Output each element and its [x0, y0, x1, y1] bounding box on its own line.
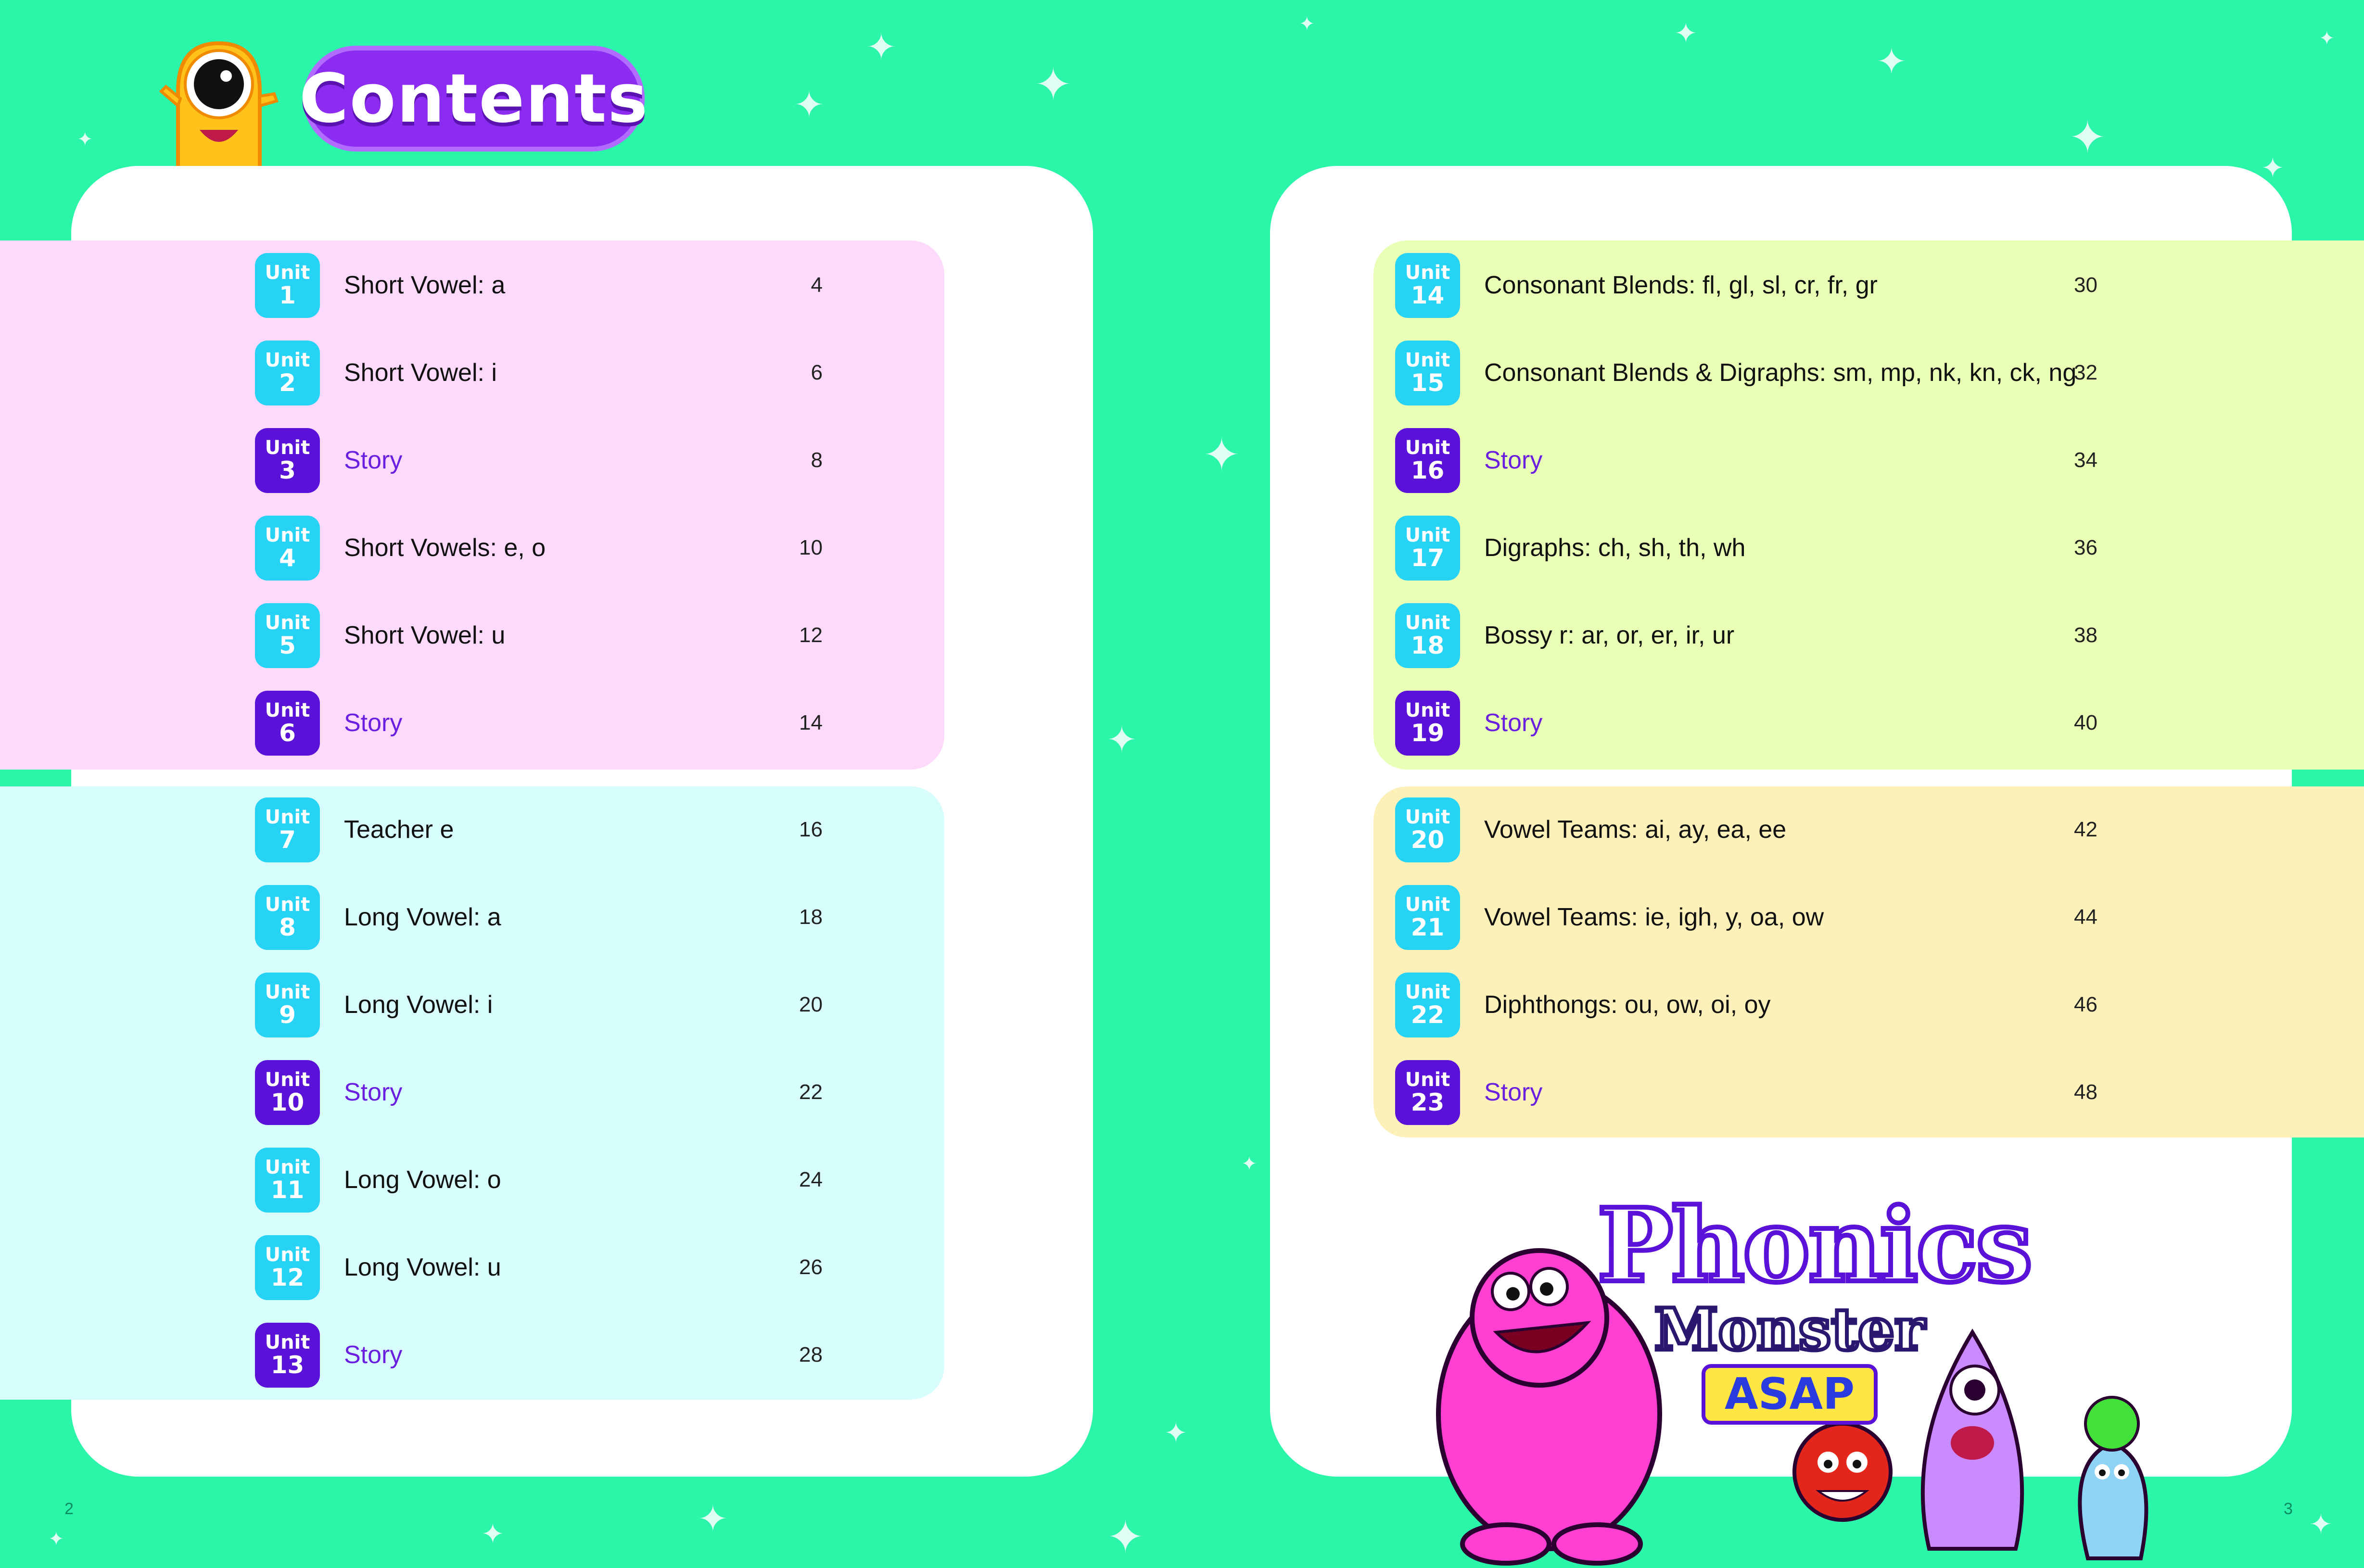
- unit-badge: [1395, 885, 1460, 950]
- sparkle-icon: ✦: [1241, 1153, 1258, 1175]
- toc-row-unit-19: [1395, 689, 1542, 757]
- toc-row-unit-22: [1395, 971, 1771, 1038]
- unit-badge: [255, 1323, 320, 1388]
- unit-title: Long Vowel: u: [344, 1253, 501, 1281]
- unit-badge: [1395, 797, 1460, 862]
- unit-page-number: 14: [799, 711, 823, 734]
- unit-badge-label: Unit: [1405, 262, 1450, 284]
- unit-badge-number: 14: [1411, 281, 1445, 309]
- unit-title: Story: [344, 446, 403, 474]
- unit-badge-label: Unit: [1405, 1069, 1450, 1091]
- unit-page-number: 8: [811, 448, 823, 472]
- unit-badge: [255, 253, 320, 318]
- unit-page-number: 40: [2074, 711, 2097, 734]
- toc-row-unit-4: [255, 514, 546, 582]
- unit-badge-number: 2: [279, 369, 296, 397]
- unit-page-number: 12: [799, 623, 823, 647]
- unit-badge-number: 23: [1411, 1088, 1445, 1116]
- unit-badge: [1395, 603, 1460, 668]
- unit-title: Diphthongs: ou, ow, oi, oy: [1484, 991, 1771, 1019]
- unit-badge-label: Unit: [265, 1069, 310, 1091]
- logo-line-1: Phonics: [1597, 1186, 2031, 1305]
- unit-badge-number: 10: [270, 1088, 305, 1116]
- unit-page-number: 4: [811, 273, 823, 297]
- toc-row-unit-12: [255, 1234, 501, 1301]
- unit-page-number: 46: [2074, 993, 2097, 1016]
- red-monster-icon: [1794, 1424, 1891, 1520]
- unit-badge: [255, 1060, 320, 1125]
- unit-badge-number: 15: [1411, 369, 1445, 397]
- page-title: Contents: [299, 59, 649, 138]
- unit-badge: [255, 691, 320, 756]
- unit-badge-number: 6: [279, 719, 296, 747]
- unit-badge: [255, 516, 320, 581]
- unit-badge-number: 1: [279, 281, 296, 309]
- unit-badge: [255, 603, 320, 668]
- unit-page-number: 28: [799, 1343, 823, 1366]
- unit-title: Story: [1484, 709, 1543, 737]
- unit-page-number: 26: [799, 1255, 823, 1279]
- unit-badge: [1395, 1060, 1460, 1125]
- unit-page-number: 36: [2074, 536, 2097, 559]
- toc-row-unit-9: [255, 971, 493, 1038]
- unit-badge-label: Unit: [265, 981, 310, 1003]
- sparkle-icon: ✦: [2309, 1508, 2333, 1541]
- sparkle-icon: ✦: [481, 1517, 505, 1550]
- toc-row-unit-7: [255, 796, 454, 863]
- unit-badge-label: Unit: [1405, 806, 1450, 828]
- toc-row-unit-11: [255, 1146, 501, 1214]
- unit-badge-label: Unit: [265, 699, 310, 721]
- unit-badge: [255, 885, 320, 950]
- sparkle-icon: ✦: [2319, 27, 2335, 50]
- monster-mascot-icon: [159, 34, 279, 168]
- unit-badge: [1395, 691, 1460, 756]
- unit-badge: [1395, 341, 1460, 405]
- unit-page-number: 6: [811, 361, 823, 384]
- unit-page-number: 44: [2074, 905, 2097, 929]
- toc-row-unit-15: [1395, 339, 2076, 406]
- sparkle-icon: ✦: [1034, 59, 1072, 111]
- unit-badge-label: Unit: [1405, 349, 1450, 371]
- unit-badge-label: Unit: [265, 262, 310, 284]
- unit-badge-number: 8: [279, 913, 296, 941]
- unit-page-number: 10: [799, 536, 823, 559]
- page-number-right: 3: [2284, 1500, 2293, 1518]
- sparkle-icon: ✦: [1674, 17, 1698, 50]
- unit-title: Story: [344, 1341, 403, 1369]
- unit-badge-number: 18: [1411, 632, 1445, 659]
- unit-page-number: 22: [799, 1080, 823, 1104]
- unit-title: Vowel Teams: ie, igh, y, oa, ow: [1484, 903, 1824, 931]
- unit-title: Digraphs: ch, sh, th, wh: [1484, 534, 1746, 562]
- toc-row-unit-21: [1395, 884, 1824, 951]
- unit-badge-label: Unit: [265, 524, 310, 546]
- unit-page-number: 32: [2074, 361, 2097, 384]
- sparkle-icon: ✦: [2069, 112, 2107, 164]
- unit-badge-label: Unit: [265, 612, 310, 634]
- unit-badge-label: Unit: [265, 437, 310, 459]
- unit-badge-number: 13: [270, 1351, 305, 1379]
- toc-row-unit-23: [1395, 1059, 1542, 1126]
- unit-badge-number: 3: [279, 456, 296, 484]
- logo-line-2: Monster: [1654, 1296, 1925, 1364]
- unit-badge-label: Unit: [265, 806, 310, 828]
- unit-badge-number: 19: [1411, 719, 1445, 747]
- unit-page-number: 38: [2074, 623, 2097, 647]
- unit-title: Short Vowel: i: [344, 359, 497, 387]
- unit-badge-number: 16: [1411, 456, 1445, 484]
- toc-section-1: [71, 240, 944, 770]
- sparkle-icon: ✦: [1299, 13, 1315, 35]
- sparkle-icon: ✦: [1106, 1511, 1144, 1564]
- unit-page-number: 18: [799, 905, 823, 929]
- unit-title: Teacher e: [344, 816, 454, 844]
- unit-badge-label: Unit: [265, 894, 310, 916]
- unit-title: Short Vowels: e, o: [344, 534, 546, 562]
- unit-title: Story: [1484, 446, 1543, 474]
- unit-badge: [255, 341, 320, 405]
- unit-title: Long Vowel: a: [344, 903, 501, 931]
- sparkle-icon: ✦: [1106, 718, 1137, 761]
- sparkle-icon: ✦: [698, 1497, 728, 1540]
- unit-page-number: 24: [799, 1168, 823, 1191]
- unit-badge-number: 20: [1411, 826, 1445, 854]
- unit-badge-label: Unit: [1405, 524, 1450, 546]
- phonics-monster-logo: [1597, 1186, 2031, 1424]
- unit-title: Consonant Blends: fl, gl, sl, cr, fr, gr: [1484, 271, 1878, 299]
- unit-page-number: 42: [2074, 818, 2097, 841]
- unit-badge-label: Unit: [265, 1244, 310, 1266]
- unit-page-number: 34: [2074, 448, 2097, 472]
- toc-row-unit-10: [255, 1059, 402, 1126]
- blue-monster-icon: [2080, 1397, 2146, 1558]
- unit-badge-number: 5: [279, 632, 296, 659]
- unit-badge-label: Unit: [1405, 981, 1450, 1003]
- unit-title: Story: [344, 1078, 403, 1106]
- unit-badge-label: Unit: [1405, 699, 1450, 721]
- unit-badge-number: 21: [1411, 913, 1445, 941]
- toc-row-unit-20: [1395, 796, 1786, 863]
- unit-title: Long Vowel: o: [344, 1166, 501, 1194]
- page-number-left: 2: [64, 1500, 74, 1518]
- unit-badge: [255, 1148, 320, 1213]
- logo-line-3: ASAP: [1702, 1364, 1878, 1425]
- unit-title: Story: [344, 709, 403, 737]
- sparkle-icon: ✦: [1876, 40, 1907, 83]
- unit-badge-label: Unit: [1405, 612, 1450, 634]
- toc-row-unit-6: [255, 689, 402, 757]
- unit-title: Bossy r: ar, or, er, ir, ur: [1484, 621, 1735, 649]
- sparkle-icon: ✦: [2261, 152, 2285, 184]
- unit-badge-label: Unit: [265, 1331, 310, 1353]
- unit-title: Vowel Teams: ai, ay, ea, ee: [1484, 816, 1787, 844]
- sparkle-icon: ✦: [1164, 1416, 1188, 1449]
- unit-badge-number: 9: [279, 1001, 296, 1029]
- unit-badge-number: 12: [270, 1264, 305, 1291]
- toc-row-unit-5: [255, 602, 505, 669]
- unit-title: Short Vowel: u: [344, 621, 506, 649]
- unit-badge-label: Unit: [1405, 437, 1450, 459]
- toc-row-unit-2: [255, 339, 497, 406]
- unit-badge: [1395, 973, 1460, 1037]
- unit-badge: [1395, 253, 1460, 318]
- toc-row-unit-8: [255, 884, 501, 951]
- sparkle-icon: ✦: [1203, 429, 1241, 481]
- unit-badge: [255, 428, 320, 493]
- toc-row-unit-3: [255, 427, 402, 494]
- unit-badge: [255, 973, 320, 1037]
- unit-badge: [1395, 516, 1460, 581]
- unit-badge: [255, 1235, 320, 1300]
- unit-page-number: 16: [799, 818, 823, 841]
- unit-title: Long Vowel: i: [344, 991, 493, 1019]
- unit-badge: [255, 797, 320, 862]
- sparkle-icon: ✦: [866, 25, 897, 68]
- toc-row-unit-18: [1395, 602, 1734, 669]
- toc-row-unit-16: [1395, 427, 1542, 494]
- unit-badge-label: Unit: [1405, 894, 1450, 916]
- unit-badge-number: 7: [279, 826, 296, 854]
- unit-page-number: 48: [2074, 1080, 2097, 1104]
- toc-row-unit-14: [1395, 252, 1878, 319]
- unit-badge-number: 11: [270, 1176, 305, 1204]
- unit-badge-number: 4: [279, 544, 296, 572]
- toc-row-unit-13: [255, 1321, 402, 1389]
- unit-badge: [1395, 428, 1460, 493]
- sparkle-icon: ✦: [48, 1528, 64, 1550]
- unit-page-number: 20: [799, 993, 823, 1016]
- sparkle-icon: ✦: [77, 128, 93, 151]
- unit-badge-number: 22: [1411, 1001, 1445, 1029]
- toc-row-unit-1: [255, 252, 505, 319]
- toc-row-unit-17: [1395, 514, 1745, 582]
- unit-badge-label: Unit: [265, 349, 310, 371]
- unit-title: Short Vowel: a: [344, 271, 506, 299]
- unit-page-number: 30: [2074, 273, 2097, 297]
- unit-badge-label: Unit: [265, 1156, 310, 1178]
- unit-badge-number: 17: [1411, 544, 1445, 572]
- unit-title: Consonant Blends & Digraphs: sm, mp, nk, kn, ck, ng: [1484, 359, 2077, 387]
- contents-header: [144, 29, 664, 173]
- unit-title: Story: [1484, 1078, 1543, 1106]
- title-banner: [299, 46, 649, 152]
- sparkle-icon: ✦: [794, 83, 825, 126]
